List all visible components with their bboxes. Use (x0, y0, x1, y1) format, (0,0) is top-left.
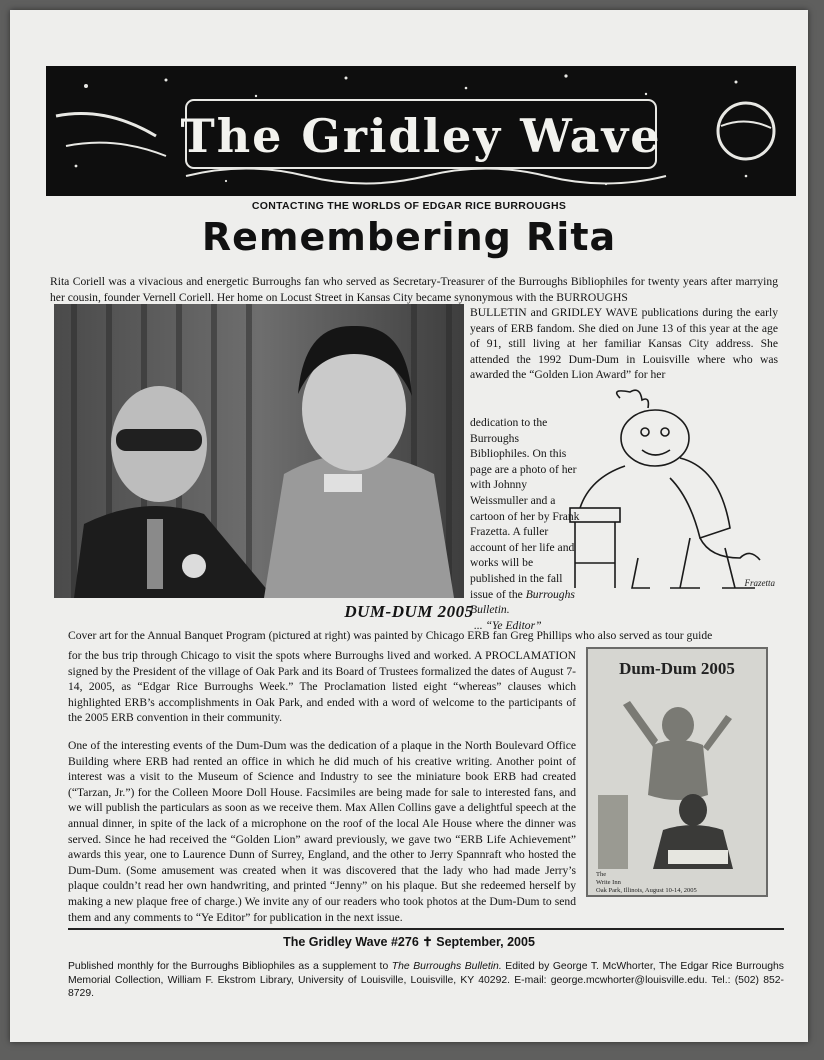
dumdum-left-column (68, 648, 576, 925)
issue-date: September, 2005 (436, 935, 535, 949)
intro-paragraph: Rita Coriell was a vivacious and energetic Burroughs fan who served as Secretary-Treasurer of the Burroughs Bibliophiles for twenty years after marrying her cousin, founder Vernell Coriell. Her home on Locust Street in Kansas City became synonymous with the BURROUGHS (50, 275, 778, 304)
program-cover-image (586, 647, 768, 897)
issue-number: The Gridley Wave #276 (283, 935, 419, 949)
headline: Remembering Rita (201, 215, 617, 259)
tagline: CONTACTING THE WORLDS OF EDGAR RICE BURROUGHS (251, 200, 567, 212)
frazetta-signature: Frazetta (744, 578, 775, 588)
photo-rita-weissmuller (54, 304, 464, 598)
cover-title: Dum-Dum 2005 (619, 659, 735, 678)
frazetta-cartoon (550, 388, 780, 598)
editor-signoff: ... “Ye Editor” (474, 618, 542, 632)
dumdum-para2: One of the interesting events of the Dum-Dum was the dedication of a plaque in the North Boulevard Office Building where ERB had rented an office in which he did much of his creative writing. Another point of interest was a visit to the Museum of Science and Industry to see the miniature book ERB had created (“Tarzan, Jr.”) for the Colleen Moore Doll House. Facsimiles are being made for sale to interested fans, and we will publish the particulars as soon as we receive them. Max Allen Collins gave a delightful speech at the annual dinner, in spite of the lack of a microphone on the roof of the local Ale House where the dinner was served. Since he had received the “Golden Lion” award previously, we gave two “ERB Life Achievement” awards this year, one to Laurence Dunn of Surrey, England, and the other to Jerry Spannraft who hosted the Dum-Dum. (Some amusement was created when it was discovered that the lady who had made Jerry’s plaque couldn’t read her own handwriting, and printed “Jenny” on his plaque. But she redeemed herself by making a new plaque free of charge.) We invite any of our readers who took photos at the Dum-Dum to send them and any comments to “Ye Editor” for publication in the next issue. (68, 738, 576, 924)
dumdum-para1-cont: for the bus trip through Chicago to visit the spots where Burroughs lived and worked. A PROCLAMATION signed by the President of the village of Oak Park and its Board of Trustees formalized the dates of August 7-14, 2005, as “Edgar Rice Burroughs Week.” The Proclamation listed eight “whereas” clauses which highlighted ERB’s accomplishments in Oak Park, and ended with a word of welcome to the participants of the 2005 ERB convention in their community. (68, 649, 576, 725)
newsletter-page (10, 10, 808, 1042)
cover-illustration (598, 685, 756, 869)
footer-rule (68, 928, 784, 930)
narrow-column-main: dedication to the Burroughs Bibliophiles. On this page are a photo of her with Johnny Weissmuller and a cartoon of her by Frank Frazetta. A fuller account of her life and works will be published in the fall issue of the (470, 416, 580, 601)
bulletin-title: Burroughs Bulletin. (470, 587, 575, 617)
masthead-title: The Gridley Wave (180, 109, 662, 163)
divider-figure-icon: ✝ (422, 935, 437, 949)
section-title-dumdum: DUM-DUM 2005 (344, 602, 474, 621)
right-column-text: BULLETIN and GRIDLEY WAVE publications during the early years of ERB fandom. She died on June 13 of this year at the age of 91, still living at her familiar Kansas City address. She attended the 1992 Dum-Dum in Louisville where who was awarded the “Golden Lion Award” for her (470, 306, 778, 382)
footer-issue-line (10, 934, 808, 949)
dumdum-para1-lead: Cover art for the Annual Banquet Program (pictured at right) was painted by Chicago ERB fan Greg Phillips who also served as tour guide (68, 629, 713, 642)
footer-publication-info: Published monthly for the Burroughs Bibliophiles as a supplement to The Burroughs Bulletin. Edited by George T. McWhorter, The Edgar Rice Burroughs Memorial Collection, William F. Ekstrom Library, University of Louisville, Louisville, KY 40292. E-mail: george.mcwhorter@louisville.edu. Tel.: (502) 852-8729. (68, 961, 784, 1000)
cover-caption: The Write Inn Oak Park, Illinois, August 10-14, 2005 (596, 871, 697, 894)
masthead-banner (46, 66, 796, 196)
